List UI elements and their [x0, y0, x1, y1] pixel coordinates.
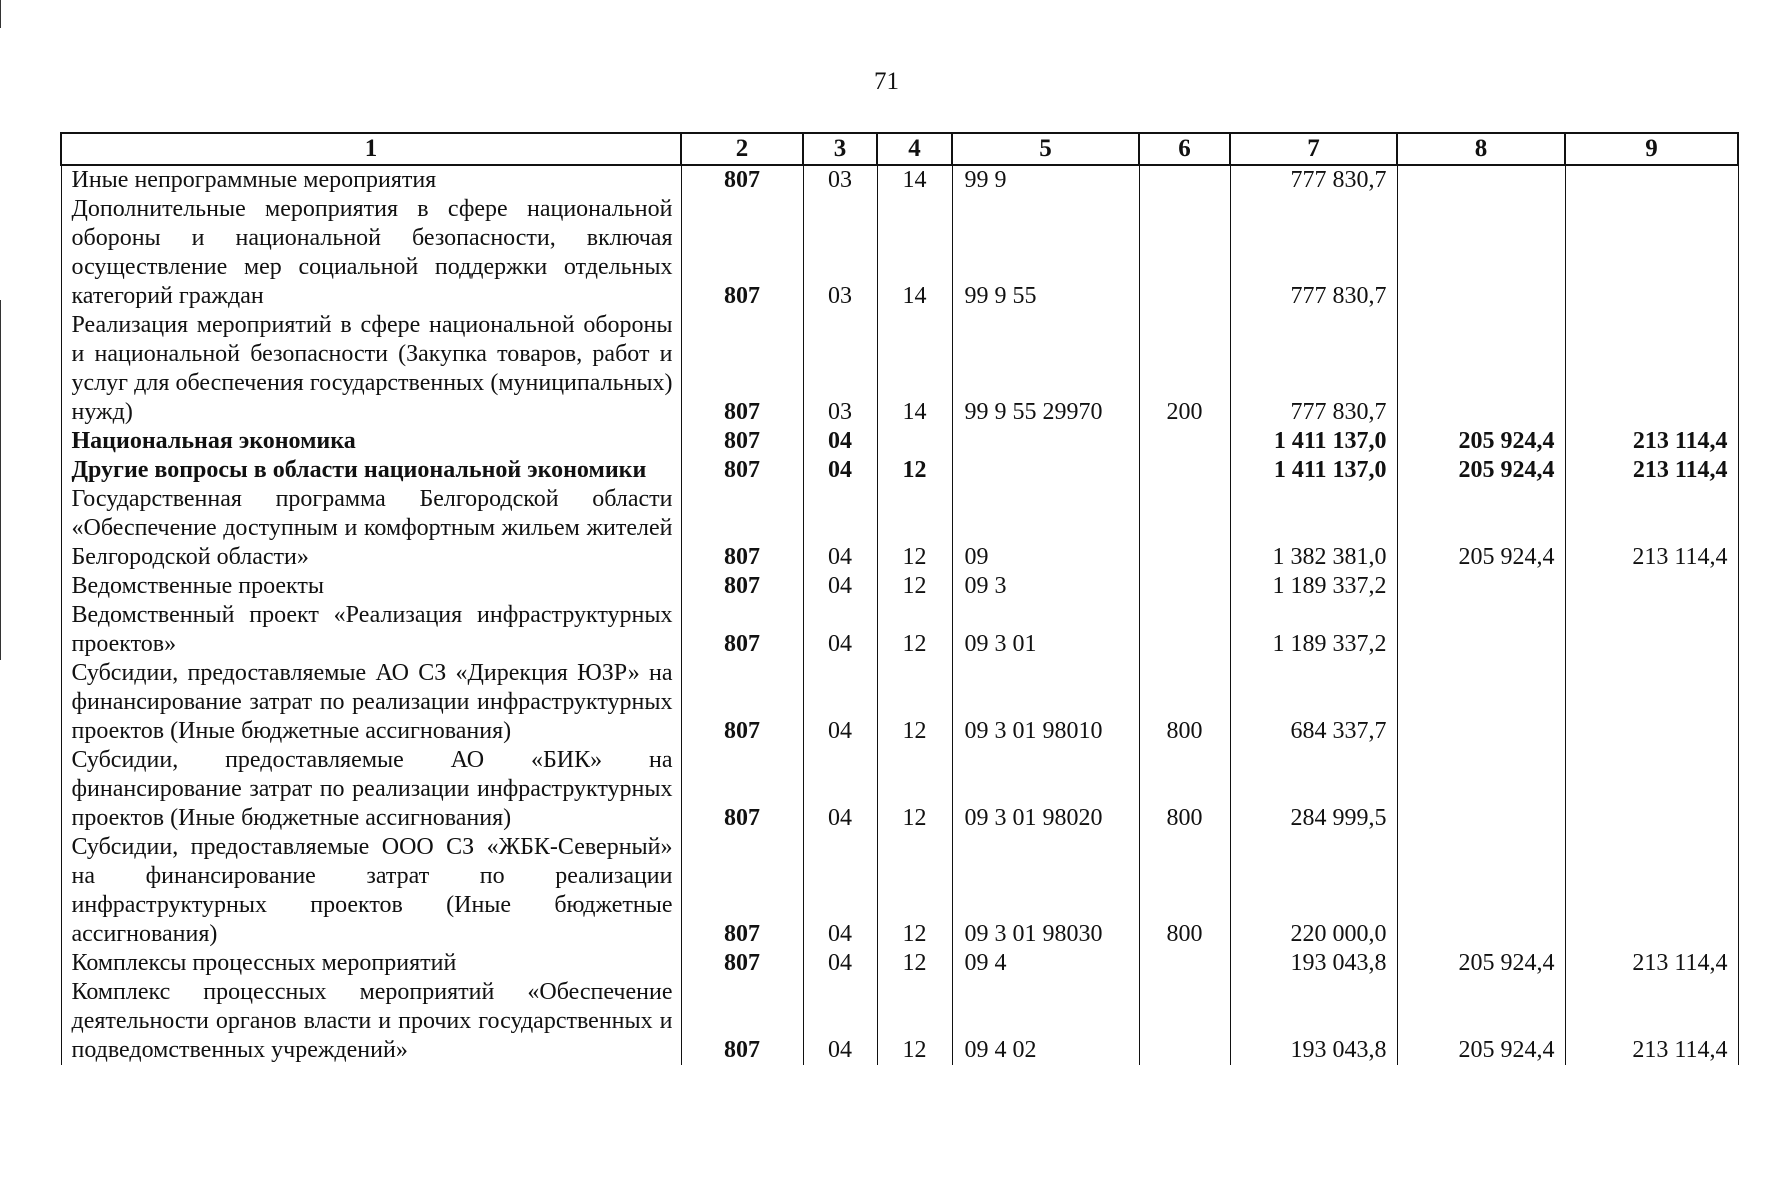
column-header: 9 [1565, 133, 1738, 165]
expense-type-cell [1139, 456, 1230, 485]
amount-cell [1565, 572, 1738, 601]
subsection-cell: 12 [877, 746, 952, 833]
amount-cell [1397, 659, 1565, 746]
amount-cell: 193 043,8 [1230, 978, 1397, 1065]
column-header: 5 [952, 133, 1139, 165]
target-code-cell: 09 3 01 [952, 601, 1139, 659]
target-code-cell [952, 427, 1139, 456]
table-row [61, 746, 1738, 833]
amount-cell: 684 337,7 [1230, 659, 1397, 746]
table-row [61, 978, 1738, 1065]
amount-cell: 1 189 337,2 [1230, 572, 1397, 601]
expense-type-cell: 800 [1139, 659, 1230, 746]
name-cell: Национальная экономика [61, 427, 681, 456]
amount-cell [1565, 311, 1738, 427]
column-header: 3 [803, 133, 877, 165]
name-cell: Ведомственные проекты [61, 572, 681, 601]
table-row [61, 601, 1738, 659]
code-cell: 807 [681, 456, 803, 485]
target-code-cell: 09 3 [952, 572, 1139, 601]
section-cell: 04 [803, 949, 877, 978]
name-cell: Ведомственный проект «Реализация инфраструктурных проектов» [61, 601, 681, 659]
table-row [61, 949, 1738, 978]
amount-cell: 205 924,4 [1397, 949, 1565, 978]
table-row [61, 572, 1738, 601]
amount-cell [1397, 195, 1565, 311]
amount-cell: 213 114,4 [1565, 949, 1738, 978]
section-cell: 04 [803, 833, 877, 949]
amount-cell: 213 114,4 [1565, 485, 1738, 572]
expense-type-cell [1139, 485, 1230, 572]
subsection-cell: 12 [877, 485, 952, 572]
expense-type-cell [1139, 195, 1230, 311]
expense-type-cell [1139, 165, 1230, 195]
column-header: 8 [1397, 133, 1565, 165]
amount-cell [1565, 659, 1738, 746]
subsection-cell: 12 [877, 659, 952, 746]
code-cell: 807 [681, 165, 803, 195]
amount-cell: 213 114,4 [1565, 456, 1738, 485]
code-cell: 807 [681, 746, 803, 833]
amount-cell: 777 830,7 [1230, 195, 1397, 311]
amount-cell: 777 830,7 [1230, 311, 1397, 427]
amount-cell [1565, 746, 1738, 833]
section-cell: 04 [803, 456, 877, 485]
header-row [61, 133, 1738, 165]
subsection-cell: 12 [877, 572, 952, 601]
subsection-cell: 14 [877, 195, 952, 311]
amount-cell: 205 924,4 [1397, 485, 1565, 572]
target-code-cell: 09 3 01 98030 [952, 833, 1139, 949]
amount-cell: 1 411 137,0 [1230, 456, 1397, 485]
name-cell: Другие вопросы в области национальной экономики [61, 456, 681, 485]
code-cell: 807 [681, 601, 803, 659]
amount-cell [1565, 601, 1738, 659]
table-row [61, 165, 1738, 195]
table-row [61, 833, 1738, 949]
amount-cell: 213 114,4 [1565, 427, 1738, 456]
name-cell: Субсидии, предоставляемые ООО СЗ «ЖБК-Северный» на финансирование затрат по реализации инфраструктурных проектов (Иные бюджетные ассигнования) [61, 833, 681, 949]
amount-cell [1565, 165, 1738, 195]
target-code-cell: 99 9 [952, 165, 1139, 195]
expense-type-cell [1139, 978, 1230, 1065]
name-cell: Государственная программа Белгородской области «Обеспечение доступным и комфортным жильем жителей Белгородской области» [61, 485, 681, 572]
name-cell: Комплексы процессных мероприятий [61, 949, 681, 978]
column-header: 2 [681, 133, 803, 165]
table-header [61, 133, 1738, 165]
code-cell: 807 [681, 833, 803, 949]
target-code-cell [952, 456, 1139, 485]
target-code-cell: 99 9 55 [952, 195, 1139, 311]
amount-cell [1397, 572, 1565, 601]
budget-table [60, 132, 1739, 1065]
name-cell: Субсидии, предоставляемые АО «БИК» на финансирование затрат по реализации инфраструктурных проектов (Иные бюджетные ассигнования) [61, 746, 681, 833]
target-code-cell: 99 9 55 29970 [952, 311, 1139, 427]
expense-type-cell: 800 [1139, 746, 1230, 833]
column-header: 6 [1139, 133, 1230, 165]
target-code-cell: 09 4 [952, 949, 1139, 978]
section-cell: 03 [803, 311, 877, 427]
page-edge-mark [0, 300, 1, 660]
amount-cell: 1 189 337,2 [1230, 601, 1397, 659]
table-body [61, 165, 1738, 1065]
amount-cell: 205 924,4 [1397, 978, 1565, 1065]
code-cell: 807 [681, 485, 803, 572]
section-cell: 03 [803, 195, 877, 311]
code-cell: 807 [681, 427, 803, 456]
section-cell: 04 [803, 978, 877, 1065]
amount-cell: 1 411 137,0 [1230, 427, 1397, 456]
section-cell: 04 [803, 601, 877, 659]
table-row [61, 311, 1738, 427]
section-cell: 04 [803, 746, 877, 833]
table-row [61, 659, 1738, 746]
target-code-cell: 09 3 01 98010 [952, 659, 1139, 746]
amount-cell: 777 830,7 [1230, 165, 1397, 195]
amount-cell [1565, 833, 1738, 949]
amount-cell [1565, 195, 1738, 311]
amount-cell: 205 924,4 [1397, 427, 1565, 456]
subsection-cell: 12 [877, 949, 952, 978]
subsection-cell: 14 [877, 311, 952, 427]
amount-cell: 1 382 381,0 [1230, 485, 1397, 572]
section-cell: 04 [803, 572, 877, 601]
amount-cell: 193 043,8 [1230, 949, 1397, 978]
amount-cell: 284 999,5 [1230, 746, 1397, 833]
amount-cell [1397, 311, 1565, 427]
column-header: 1 [61, 133, 681, 165]
amount-cell [1397, 746, 1565, 833]
expense-type-cell [1139, 949, 1230, 978]
name-cell: Субсидии, предоставляемые АО СЗ «Дирекция ЮЗР» на финансирование затрат по реализации инфраструктурных проектов (Иные бюджетные ассигнования) [61, 659, 681, 746]
section-cell: 04 [803, 427, 877, 456]
amount-cell: 205 924,4 [1397, 456, 1565, 485]
expense-type-cell: 200 [1139, 311, 1230, 427]
subsection-cell: 14 [877, 165, 952, 195]
amount-cell: 220 000,0 [1230, 833, 1397, 949]
code-cell: 807 [681, 659, 803, 746]
name-cell: Комплекс процессных мероприятий «Обеспечение деятельности органов власти и прочих государственных и подведомственных учреждений» [61, 978, 681, 1065]
subsection-cell [877, 427, 952, 456]
table-row [61, 456, 1738, 485]
expense-type-cell: 800 [1139, 833, 1230, 949]
column-header: 4 [877, 133, 952, 165]
target-code-cell: 09 [952, 485, 1139, 572]
name-cell: Иные непрограммные мероприятия [61, 165, 681, 195]
expense-type-cell [1139, 572, 1230, 601]
column-header: 7 [1230, 133, 1397, 165]
name-cell: Реализация мероприятий в сфере национальной обороны и национальной безопасности (Закупка товаров, работ и услуг для обеспечения государственных (муниципальных) нужд) [61, 311, 681, 427]
target-code-cell: 09 3 01 98020 [952, 746, 1139, 833]
section-cell: 03 [803, 165, 877, 195]
section-cell: 04 [803, 659, 877, 746]
name-cell: Дополнительные мероприятия в сфере национальной обороны и национальной безопасности, включая осуществление мер социальной поддержки отдельных категорий граждан [61, 195, 681, 311]
table-row [61, 485, 1738, 572]
code-cell: 807 [681, 572, 803, 601]
target-code-cell: 09 4 02 [952, 978, 1139, 1065]
subsection-cell: 12 [877, 978, 952, 1065]
expense-type-cell [1139, 427, 1230, 456]
expense-type-cell [1139, 601, 1230, 659]
code-cell: 807 [681, 978, 803, 1065]
subsection-cell: 12 [877, 456, 952, 485]
page-number: 71 [874, 68, 899, 95]
subsection-cell: 12 [877, 601, 952, 659]
amount-cell [1397, 833, 1565, 949]
page-edge-mark [0, 0, 1, 28]
code-cell: 807 [681, 195, 803, 311]
amount-cell [1397, 165, 1565, 195]
table-row [61, 195, 1738, 311]
subsection-cell: 12 [877, 833, 952, 949]
section-cell: 04 [803, 485, 877, 572]
amount-cell [1397, 601, 1565, 659]
table-row [61, 427, 1738, 456]
amount-cell: 213 114,4 [1565, 978, 1738, 1065]
code-cell: 807 [681, 311, 803, 427]
code-cell: 807 [681, 949, 803, 978]
